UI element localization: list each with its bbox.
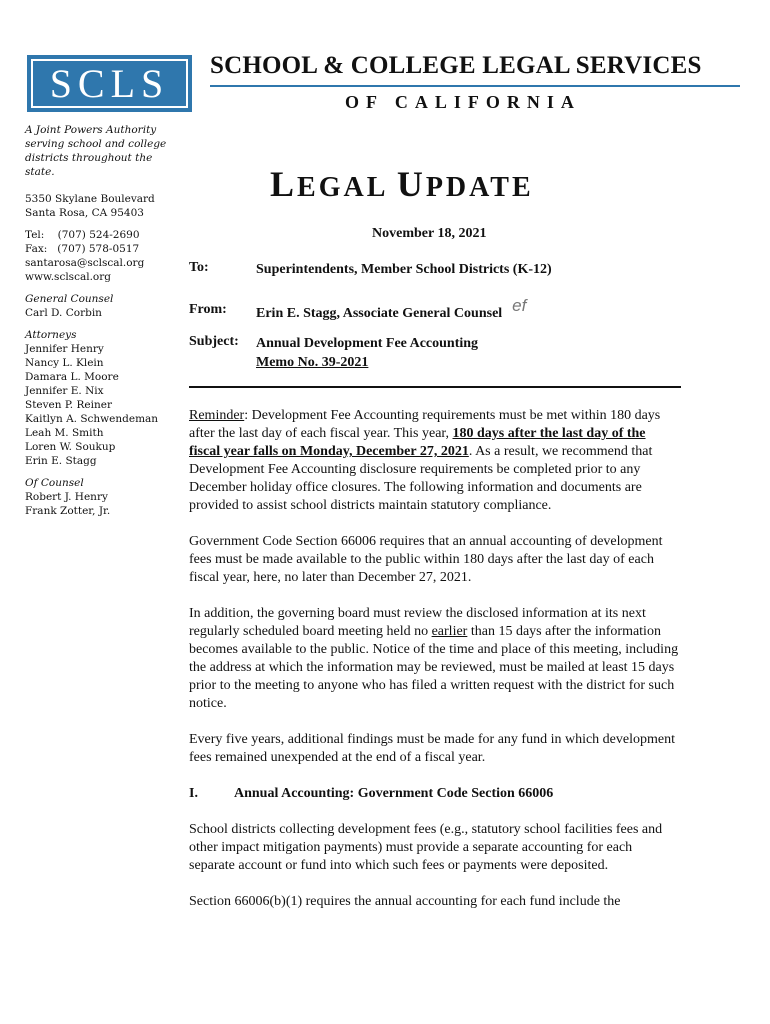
sidebar-address	[25, 192, 175, 220]
subject-label: Subject:	[189, 334, 239, 349]
of-counsel-name: Robert J. Henry	[25, 491, 108, 503]
phone-line: Tel: (707) 524-2690	[25, 229, 140, 241]
logo-border	[31, 59, 188, 108]
to-label: To:	[189, 260, 209, 275]
attorney-name: Damara L. Moore	[25, 371, 119, 383]
address-line: Santa Rosa, CA 95403	[25, 207, 144, 219]
memo-number: Memo No. 39-2021	[256, 355, 369, 370]
memo-from-row	[189, 296, 527, 323]
general-counsel-name: Carl D. Corbin	[25, 307, 102, 319]
sidebar-contact	[25, 228, 175, 284]
section-title: Annual Accounting: Government Code Section 66006	[234, 786, 554, 801]
paragraph-section-66006: Section 66006(b)(1) requires the annual accounting for each fund include the	[189, 894, 621, 909]
of-counsel-heading: Of Counsel	[25, 477, 84, 489]
attorney-name: Loren W. Soukup	[25, 441, 116, 453]
org-name: SCHOOL & COLLEGE LEGAL SERVICES	[210, 52, 702, 79]
sidebar-attorneys	[25, 328, 175, 468]
memo-subject-row	[189, 334, 478, 372]
org-subtitle: OF CALIFORNIA	[345, 92, 581, 112]
attorney-name: Kaitlyn A. Schwendeman	[25, 413, 159, 425]
attorney-name: Steven P. Reiner	[25, 399, 112, 411]
document-title: LEGAL UPDATE	[270, 164, 534, 204]
paragraph-collecting-fees: School districts collecting development fees (e.g., statutory school facilities fees and other impact mitigation payments) must provide a separate accounting for each separate account or fund into which such fees or payments were deposited.	[189, 822, 663, 873]
paragraph-governing-board: In addition, the governing board must review the disclosed information at its next regularly scheduled board meeting held no earlier than 15 days after the information becomes available to the public. Notice of the time and place of this meeting, including the address at which the information may be reviewed, must be mailed at least 15 days prior to the meeting to anyone who has filed a written request with the district for such notice.	[189, 606, 679, 711]
sidebar-general-counsel	[25, 292, 175, 320]
general-counsel-heading: General Counsel	[25, 293, 114, 305]
attorneys-heading: Attorneys	[25, 329, 77, 341]
attorney-name: Jennifer Henry	[25, 343, 104, 355]
paragraph-reminder: Reminder: Development Fee Accounting requirements must be met within 180 days after the last day of each fiscal year. This year, 180 days after the last day of the fiscal year falls on Monday, December 27, 2021. As a result, we recommend that Development Fee Accounting disclosure requirements be completed prior to any December holiday office closures. The following information and documents are provided to assist school districts maintain statutory compliance.	[189, 408, 661, 513]
subject-value	[256, 334, 478, 372]
website-link[interactable]: www.sclscal.org	[25, 271, 111, 283]
attorney-name: Leah M. Smith	[25, 427, 104, 439]
sidebar	[25, 123, 175, 526]
memo-to-row	[189, 260, 552, 279]
sidebar-of-counsel	[25, 476, 175, 518]
paragraph-five-years: Every five years, additional findings must be made for any fund in which development fees remained unexpended at the end of a fiscal year.	[189, 732, 675, 765]
section-number: I.	[189, 786, 198, 801]
of-counsel-name: Frank Zotter, Jr.	[25, 505, 111, 517]
logo-text: SCLS	[49, 60, 170, 106]
to-value: Superintendents, Member School Districts (K-12)	[256, 262, 552, 277]
memo-divider	[189, 386, 681, 388]
attorney-name: Erin E. Stagg	[25, 455, 97, 467]
attorney-name: Nancy L. Klein	[25, 357, 104, 369]
email-link[interactable]: santarosa@sclscal.org	[25, 257, 145, 269]
from-label: From:	[189, 302, 227, 317]
fax-line: Fax: (707) 578-0517	[25, 243, 140, 255]
header-rule	[210, 85, 740, 87]
paragraph-government-code: Government Code Section 66006 requires that an annual accounting of development fees must be made available to the public within 180 days after the last day of each fiscal year, here, no later than December 27, 2021.	[189, 534, 663, 585]
sidebar-tagline: A Joint Powers Authority serving school and college districts throughout the state.	[25, 124, 167, 178]
section-heading	[189, 785, 679, 803]
from-value: Erin E. Stagg, Associate General Counsel ef	[256, 296, 527, 321]
address-line: 5350 Skylane Boulevard	[25, 193, 155, 205]
scls-logo	[27, 55, 192, 112]
signature-initials: ef	[512, 296, 527, 315]
subject-line: Annual Development Fee Accounting	[256, 336, 479, 351]
memo-date: November 18, 2021	[372, 226, 487, 241]
memo-body	[189, 407, 679, 929]
attorney-name: Jennifer E. Nix	[25, 385, 104, 397]
